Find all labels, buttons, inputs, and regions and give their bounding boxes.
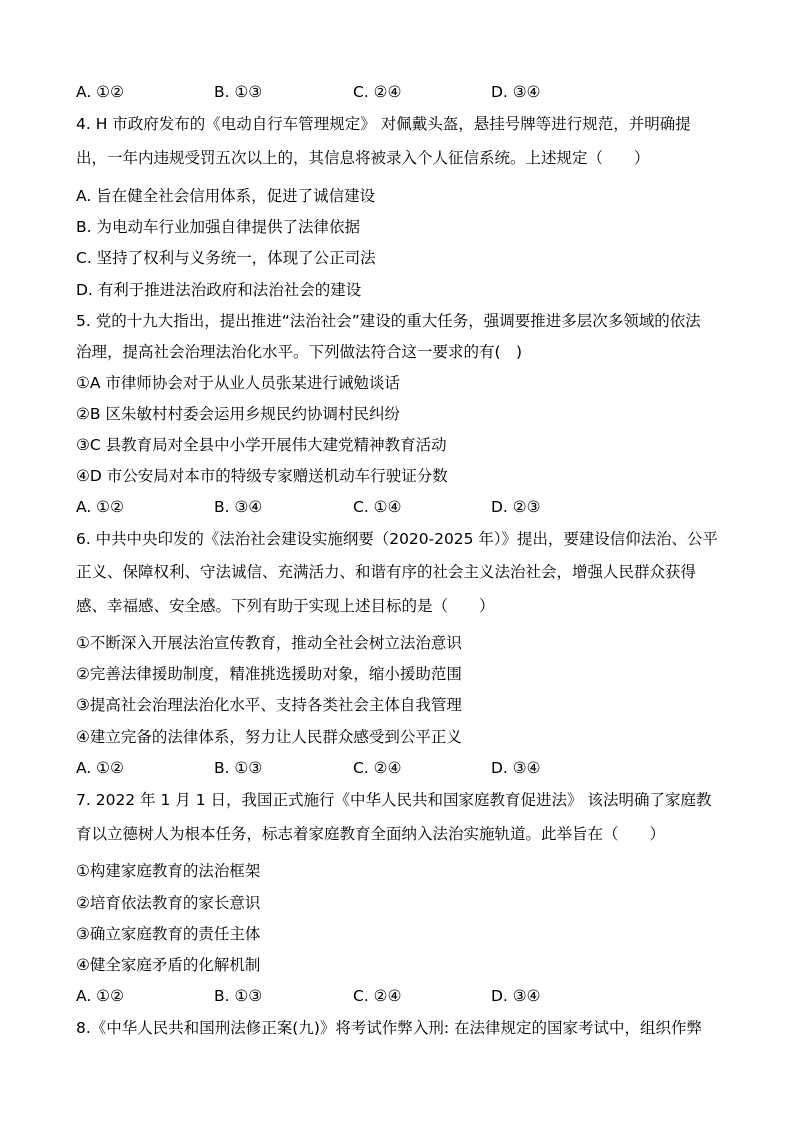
q7-stem-line-2: 育以立德树人为根本任务，标志着家庭教育全面纳入法治实施轨道。此举旨在（ ） [76,825,666,843]
option-b: B. ①③ [214,83,263,101]
option-a: A. ①② [76,83,124,101]
q5-stem-line-2: 治理，提高社会治理法治化水平。下列做法符合这一要求的有( ) [76,343,523,361]
q6-options [76,758,716,778]
option-d: D. ③④ [491,987,541,1005]
option-b: B. ③④ [214,498,263,516]
q4-choice-c: C. 坚持了权利与义务统一，体现了公正司法 [76,249,376,267]
q6-item-2: ②完善法律援助制度，精准挑选援助对象，缩小援助范围 [76,665,462,683]
q6-stem-line-2: 正义、保障权利、守法诚信、充满活力、和谐有序的社会主义法治社会，增强人民群众获得 [76,563,697,581]
q4-choice-d: D. 有利于推进法治政府和法治社会的建设 [76,281,362,299]
option-d: D. ③④ [491,759,541,777]
q4-stem-line-2: 出，一年内违规受罚五次以上的，其信息将被录入个人征信系统。上述规定（ ） [76,149,650,167]
q7-stem-line-1: 7. 2022 年 1 月 1 日，我国正式施行《中华人民共和国家庭教育促进法》 该法明确了家庭教 [76,791,712,809]
q5-item-1: ①A 市律师协会对于从业人员张某进行诫勉谈话 [76,374,400,392]
q7-item-1: ①构建家庭教育的法治框架 [76,862,261,880]
q7-options [76,986,716,1006]
q8-stem-line-1: 8.《中华人民共和国刑法修正案(九)》将考试作弊入刑: 在法律规定的国家考试中，组织作弊 [76,1019,703,1037]
option-b: B. ①③ [214,759,263,777]
q4-choice-a: A. 旨在健全社会信用体系，促进了诚信建设 [76,187,376,205]
option-a: A. ①② [76,987,124,1005]
option-c: C. ①④ [353,498,402,516]
option-c: C. ②④ [353,987,402,1005]
q5-item-2: ②B 区朱敏村村委会运用乡规民约协调村民纠纷 [76,405,400,423]
q4-choice-b: B. 为电动车行业加强自律提供了法律依据 [76,218,360,236]
q7-item-2: ②培育依法教育的家长意识 [76,894,261,912]
q7-item-4: ④健全家庭矛盾的化解机制 [76,956,261,974]
option-b: B. ①③ [214,987,263,1005]
q4-stem-line-1: 4. H 市政府发布的《电动自行车管理规定》 对佩戴头盔，悬挂号牌等进行规范，并明确提 [76,115,691,133]
option-a: A. ①② [76,498,124,516]
q6-item-3: ③提高社会治理法治化水平、支持各类社会主体自我管理 [76,696,462,714]
q7-item-3: ③确立家庭教育的责任主体 [76,925,261,943]
q6-item-1: ①不断深入开展法治宣传教育，推动全社会树立法治意识 [76,634,462,652]
option-d: D. ③④ [491,83,541,101]
q5-item-4: ④D 市公安局对本市的特级专家赠送机动车行驶证分数 [76,467,448,485]
option-c: C. ②④ [353,759,402,777]
option-d: D. ②③ [491,498,541,516]
q3-options [76,82,716,102]
q6-stem-line-3: 感、幸福感、安全感。下列有助于实现上述目标的是（ ） [76,597,495,615]
option-c: C. ②④ [353,83,402,101]
q5-stem-line-1: 5. 党的十九大指出，提出推进“法治社会”建设的重大任务，强调要推进多层次多领域的依法 [76,312,701,330]
q6-item-4: ④建立完备的法律体系，努力让人民群众感受到公平正义 [76,728,462,746]
option-a: A. ①② [76,759,124,777]
q5-item-3: ③C 县教育局对全县中小学开展伟大建党精神教育活动 [76,436,447,454]
q6-stem-line-1: 6. 中共中央印发的《法治社会建设实施纲要（2020-2025 年）》提出，要建设信仰法治、公平 [76,530,718,548]
q5-options [76,497,716,517]
